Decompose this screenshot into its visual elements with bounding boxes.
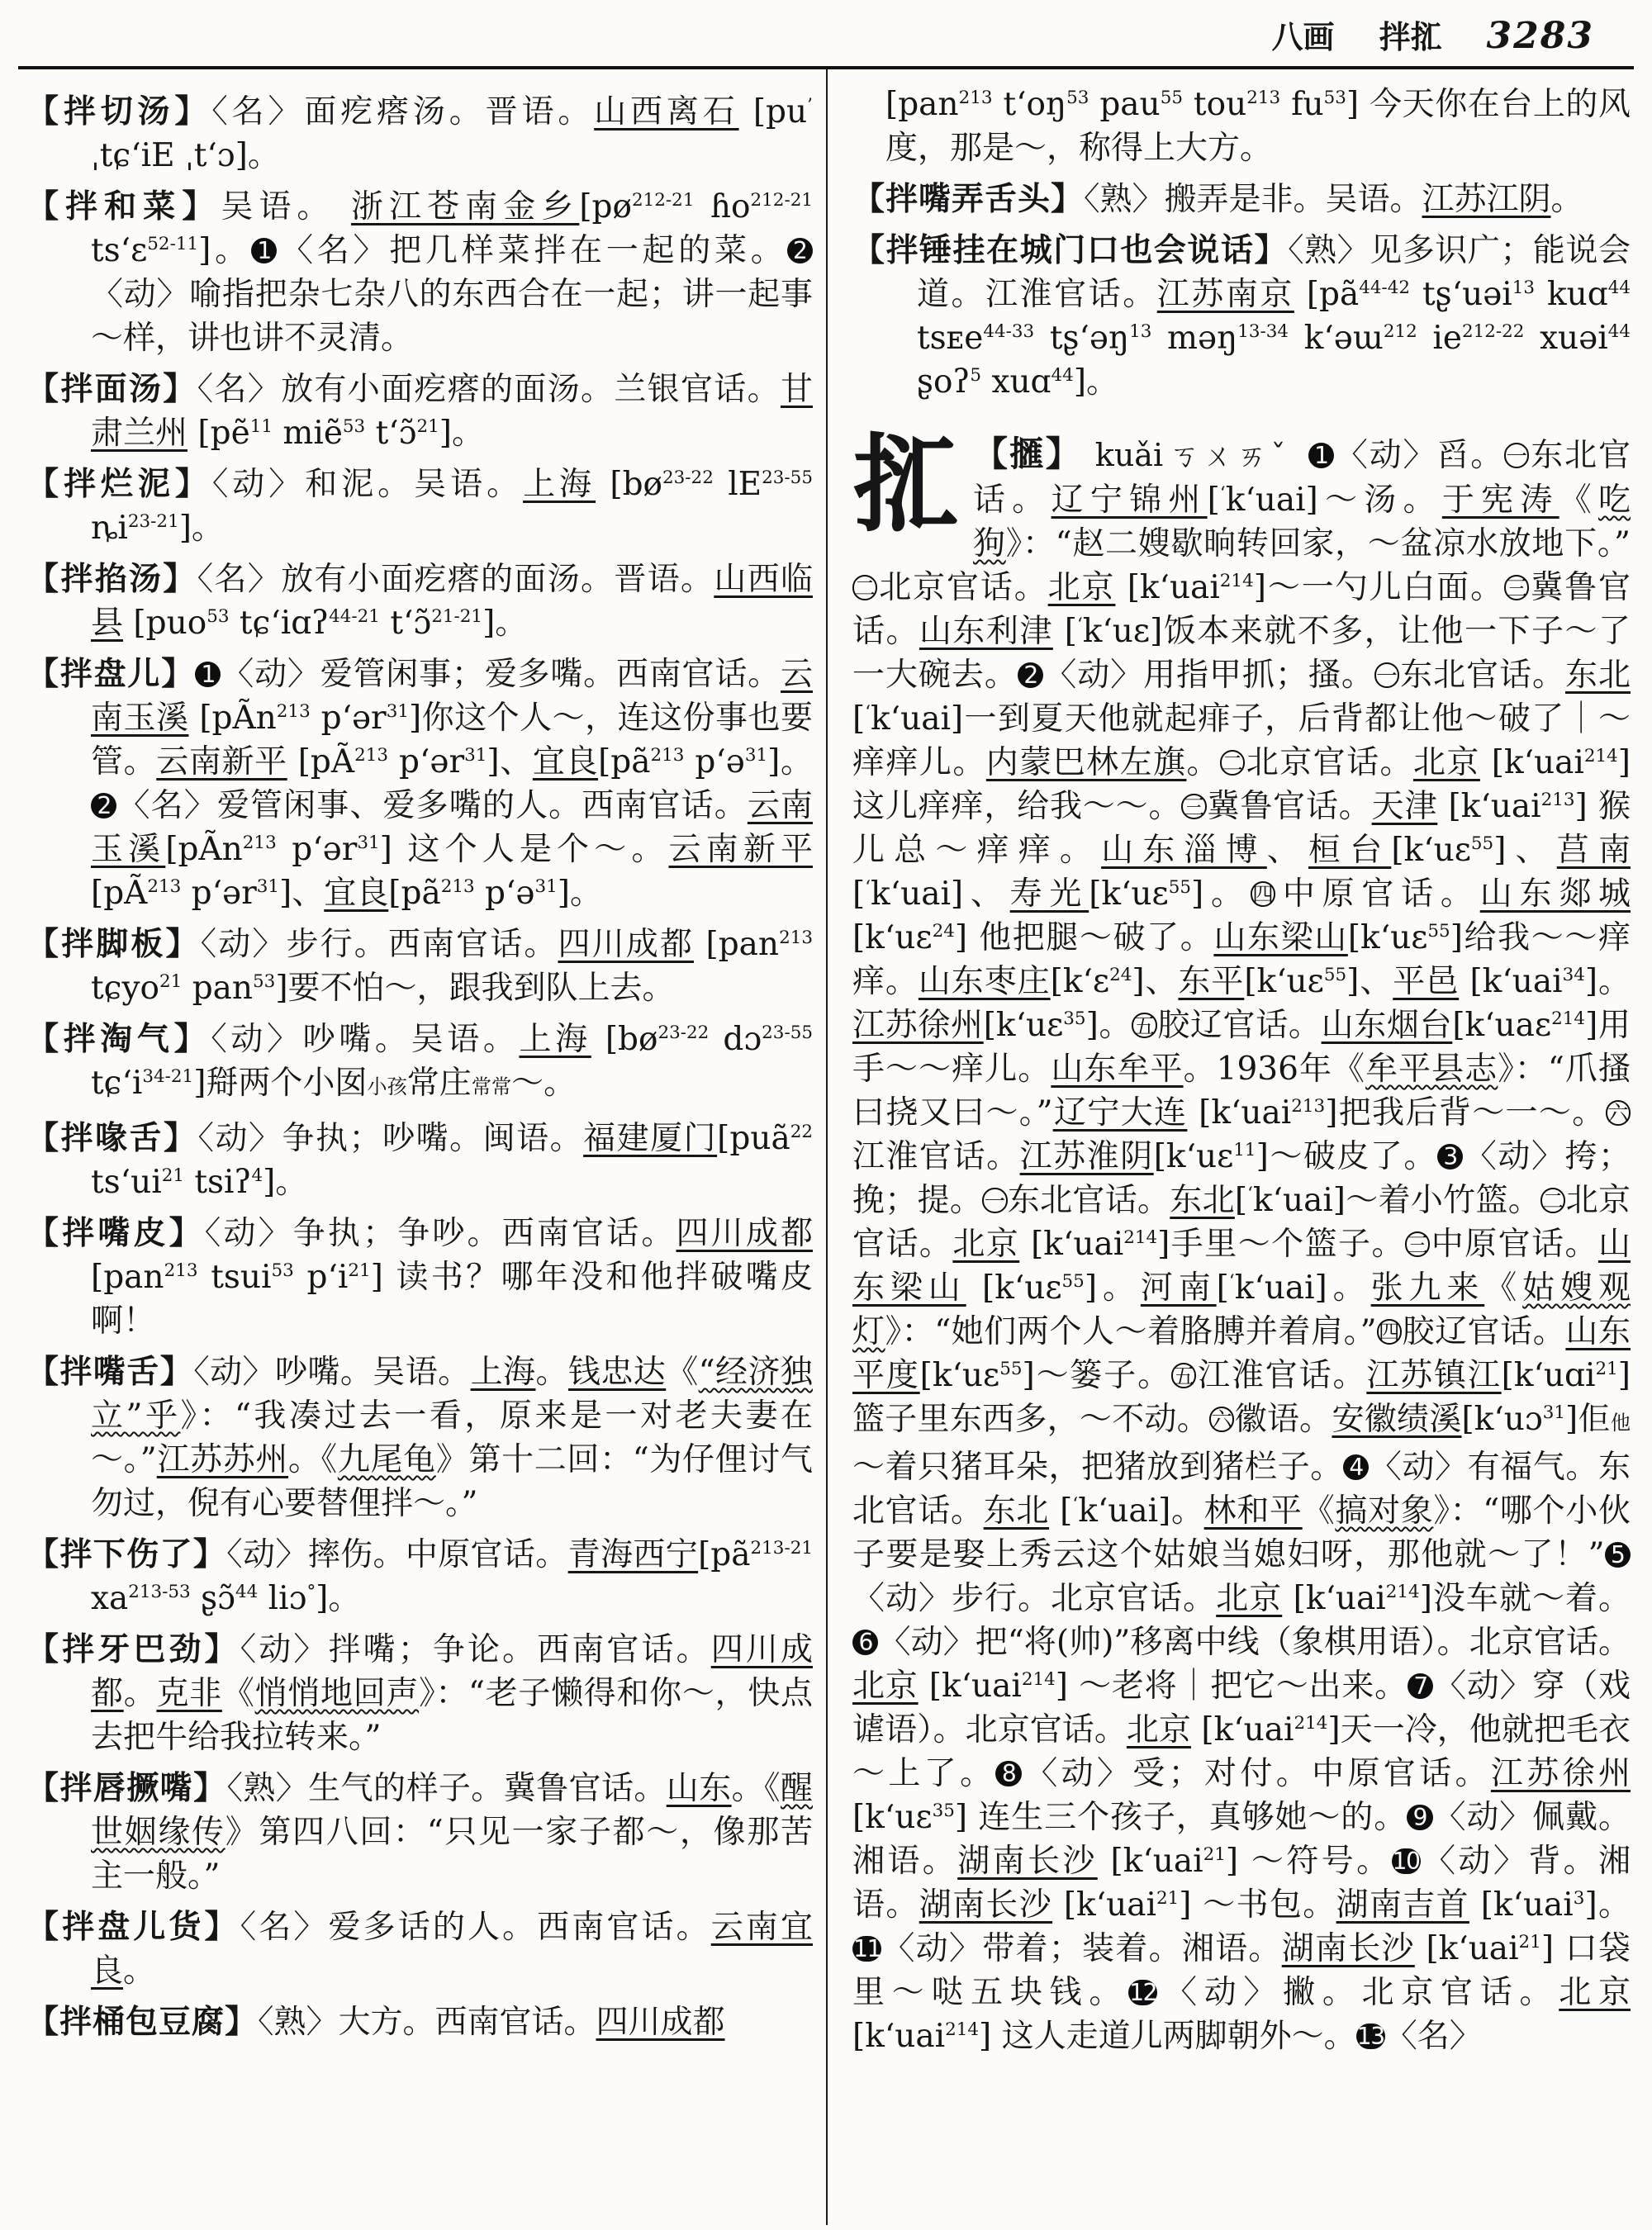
proper-noun: 山东 xyxy=(666,1770,732,1807)
proper-noun: 林和平 xyxy=(1203,1492,1303,1530)
dictionary-entry xyxy=(26,2000,813,2044)
proper-noun: 山东梁山 xyxy=(852,1226,1631,1307)
region-number: 六 xyxy=(1209,1407,1234,1431)
sense-number: 1 xyxy=(1308,443,1334,468)
entry-body: 〈动〉步行。西南官话。四川成都 [pan$^{213}$ tɕyo$^{21}$ pan$^{53}$]要不怕～，跟我到队上去。 xyxy=(91,926,813,1007)
entry-body: [pan$^{213}$ $t‘oŋ^{53}$ pau$^{55}$ tou$^{213}$ $fu^{53}$] 今天你在台上的风度，那是～，称得上大方。 xyxy=(885,86,1631,167)
proper-noun: 河南 xyxy=(1140,1269,1217,1307)
entry-body: 〈熟〉生气的样子。冀鲁官话。山东。《醒世姻缘传》第四八回：“只见一家子都～，像那苦主一般。” xyxy=(91,1770,813,1895)
region-number: 一 xyxy=(982,1188,1007,1212)
proper-noun: 山西临县 xyxy=(91,561,813,642)
proper-noun: 北京 xyxy=(1559,1974,1631,2011)
dictionary-entry xyxy=(26,1767,813,1898)
proper-noun: 山东烟台 xyxy=(1321,1007,1453,1044)
dictionary-entry xyxy=(852,83,1631,170)
entry-headword: 【拌面汤】 xyxy=(26,370,197,408)
proper-noun: 云南宜良 xyxy=(91,1909,813,1990)
proper-noun: 湖南长沙 xyxy=(919,1886,1053,1924)
proper-noun: 北京 xyxy=(1047,569,1116,606)
proper-noun: 湖南吉首 xyxy=(1336,1886,1469,1924)
entry-headword: 【拌掐汤】 xyxy=(26,560,197,598)
region-number: 一 xyxy=(1504,443,1529,467)
entry-body: 1 〈动〉舀。一东北官话。辽宁锦州[‘k‘uai]～汤。于宪涛《吃狗》：“赵二嫂歇晌转回家，～盆凉水放地下。”二北京官话。北京 [k‘uai$^{214}$]～一勺儿白面。三冀鲁官话。山东利津 [‘k‘uɛ]饭本来就不多，让他一下子～了一大碗去。 2 〈动〉用指甲抓；搔。一东北官话。东北[‘k‘uai]一到夏天他就起痱子，后背都让他～破了｜～痒痒儿。内蒙巴林左旗。二北京官话。北京 [k‘uai$^{214}$] 这儿痒痒，给我～～。三冀鲁官话。天津 [k‘uai$^{213}$] 猴儿总～痒痒。山东淄博、桓台[k‘uɛ$^{55}$]、莒南 [‘k‘uai]、寿光[k‘uɛ$^{55}$]。四中原官话。山东郯城 [k‘uɛ$^{24}$] 他把腿～破了。山东梁山[k‘uɛ$^{55}$]给我～～痒痒。山东枣庄[k‘ɛ$^{24}$]、东平[k‘uɛ$^{55}$]、平邑 [k‘uai$^{34}$]。江苏徐州[k‘uɛ$^{35}$]。五胶辽官话。山东烟台[k‘uaɛ$^{214}$]用手～～痒儿。山东牟平。1936年《牟平县志》：“爪搔曰挠又曰～。”辽宁大连 [k‘uai$^{213}$]把我后背～一～。六江淮官话。江苏淮阴[k‘uɛ$^{11}$]～破皮了。 3 〈动〉挎；挽；提。一东北官话。东北[‘k‘uai]～着小竹篮。二北京官话。北京 [k‘uai$^{214}$]手里～个篮子。三中原官话。山东梁山 [k‘uɛ$^{55}$]。河南[‘k‘uai]。张九来《姑嫂观灯》：“她们两个人～着胳膊并着肩。”四胶辽官话。山东平度[k‘uɛ$^{55}$]～篓子。五江淮官话。江苏镇江[k‘uɑi$^{21}$]篮子里东西多，～不动。六徽语。安徽绩溪[k‘uɔ$^{31}$]佢他～着只猪耳朵，把猪放到猪栏子。 4 〈动〉有福气。东北官话。东北 [‘k‘uai]。林和平《搞对象》：“哪个小伙子要是娶上秀云这个姑娘当媳妇呀，那他就～了！” 5〈动〉步行。北京官话。北京 [k‘uai$^{214}$]没车就～着。6 〈动〉把“将(帅)”移离中线（象棋用语）。北京官话。北京 [k‘uai$^{214}$] ～老将｜把它～出来。 7 〈动〉穿（戏谑语）。北京官话。北京 [k‘uai$^{214}$]天一冷，他就把毛衣～上了。 8 〈动〉受；对付。中原官话。江苏徐州 [k‘uɛ$^{35}$] 连生三个孩子，真够她～的。 9 〈动〉佩戴。湘语。湖南长沙 [k‘uai$^{21}$] ～符号。10〈动〉背。湘语。湖南长沙 [k‘uai$^{21}$] ～书包。湖南吉首 [k‘uai$^3$]。11〈动〉带着；装着。湘语。湖南长沙 [k‘uai$^{21}$] 口袋里～哒五块钱。12〈动〉撇。北京官话。北京[k‘uai$^{214}$] 这人走道儿两脚朝外～。13〈名〉 xyxy=(852,437,1631,2055)
proper-noun: 北京 xyxy=(1126,1711,1191,1748)
proper-noun: 山东利津 xyxy=(919,613,1053,650)
proper-noun: 桓台 xyxy=(1308,832,1392,869)
dictionary-entry xyxy=(26,1018,813,1109)
dictionary-entry-kuai xyxy=(852,423,1631,2058)
proper-noun: 东北 xyxy=(1565,657,1631,694)
region-number: 一 xyxy=(1374,662,1399,687)
entry-traditional-form: 【擓】 xyxy=(973,434,1082,474)
entry-headword: 【拌淘气】 xyxy=(26,1020,211,1058)
book-title: 醒世姻缘传 xyxy=(91,1770,813,1851)
dictionary-entry xyxy=(26,90,813,178)
sense-number: 5 xyxy=(1605,1542,1631,1568)
entry-body: 〈熟〉见多识广；能说会道。江淮官话。江苏南京 [$pã^{44-42}$ tʂ‘uəi$^{13}$ kuɑ$^{44}$ tsᴇe$^{44-33}$ tʂ‘əŋ$^{13}$ məŋ$^{13-34}$ k‘əɯ$^{212}$ $ie^{212-22}$ xuəi$^{44}$ ʂoʔ$^5$ xuɑ$^{44}$]。 xyxy=(917,232,1631,401)
proper-noun: 云南新平 xyxy=(668,831,813,868)
proper-noun: 四川成都 xyxy=(91,1631,813,1712)
entry-body: 〈动〉拌嘴；争论。西南官话。四川成都。克非《悄悄地回声》：“老子懒得和你～，快点去把牛给我拉转来。” xyxy=(91,1631,813,1756)
proper-noun: 云南玉溪 xyxy=(91,656,813,737)
proper-noun: 江苏淮阴 xyxy=(1019,1138,1154,1175)
proper-noun: 北京 xyxy=(852,1668,919,1705)
proper-noun: 江苏江阴 xyxy=(1422,181,1551,218)
dictionary-entry xyxy=(26,1117,813,1204)
header-headwords: 拌㧟 xyxy=(1379,18,1442,55)
dictionary-entry xyxy=(26,558,813,645)
sense-number: 13 xyxy=(1356,2022,1384,2050)
proper-noun: 山西离石 xyxy=(594,93,739,130)
proper-noun: 辽宁大连 xyxy=(1052,1094,1188,1132)
sense-number: 10 xyxy=(1392,1847,1420,1875)
entry-body: 〈名〉爱多话的人。西南官话。云南宜良。 xyxy=(91,1909,813,1990)
region-number: 二 xyxy=(1220,750,1245,775)
dictionary-entry xyxy=(26,463,813,550)
proper-noun: 北京 xyxy=(1412,744,1480,781)
entry-body: 〈动〉争执；吵嘴。闽语。福建厦门[puã$^{22}$ $ts‘ui^{21}$ tsiʔ$^4$]。 xyxy=(91,1120,813,1201)
entry-headword: 【拌下伤了】 xyxy=(26,1535,227,1573)
sense-number: 11 xyxy=(853,1934,881,1962)
book-title: “经济独立”乎 xyxy=(91,1354,813,1435)
proper-noun: 克非 xyxy=(156,1675,222,1712)
region-number: 三 xyxy=(1181,794,1206,818)
entry-body: 1 〈动〉爱管闲事；爱多嘴。西南官话。云南玉溪 [pÃn$^{213}$ p‘ər$^{31}$]你这个人～，连这份事也要管。云南新平 [$pÃ^{213}$ p‘ər$^{31}$]、宜良[$pã^{213}$ p‘ə$^{31}$]。2 〈名〉爱管闲事、爱多嘴的人。西南官话。云南玉溪[pÃn$^{213}$ p‘ər$^{31}$] 这个人是个～。云南新平[$pÃ^{213}$ p‘ər$^{31}$]、宜良[$pã^{213}$ p‘ə$^{31}$]。 xyxy=(91,656,813,912)
entry-headword: 【拌盘儿货】 xyxy=(26,1908,240,1946)
entry-headword: 【拌嘴皮】 xyxy=(26,1214,205,1252)
proper-noun: 张九来 xyxy=(1370,1269,1485,1307)
proper-noun: 四川成都 xyxy=(676,1215,813,1252)
sense-number: 8 xyxy=(995,1761,1021,1786)
entry-pinyin: kuǎi xyxy=(1094,437,1164,473)
entry-body: 吴语。 浙江苍南金乡[$pø^{212-21}$ ɦo$^{212-21}$ ts‘ɛ$^{52-11}$]。 1 〈名〉把几样菜拌在一起的菜。 2〈动〉喻指把杂七杂八的东西合在一起；讲一起事～样，讲也讲不灵清。 xyxy=(91,188,813,357)
sense-number: 12 xyxy=(1129,1978,1157,2006)
proper-noun: 甘肃兰州 xyxy=(91,371,813,452)
proper-noun: 江苏镇江 xyxy=(1366,1357,1502,1394)
dictionary-entry xyxy=(26,368,813,455)
proper-noun: 四川成都 xyxy=(558,926,694,963)
dictionary-entry xyxy=(26,185,813,360)
proper-noun: 山东淄博 xyxy=(1101,832,1267,869)
region-number: 二 xyxy=(852,575,877,600)
region-number: 五 xyxy=(1132,1013,1156,1037)
right-column xyxy=(852,83,1631,2223)
book-title: 牟平县志 xyxy=(1365,1051,1498,1088)
proper-noun: 青海西宁 xyxy=(567,1536,699,1573)
proper-noun: 湖南长沙 xyxy=(957,1843,1098,1880)
entry-headword: 【拌桶包豆腐】 xyxy=(26,2003,259,2041)
proper-noun: 内蒙巴林左旗 xyxy=(985,744,1187,781)
proper-noun: 于宪涛 xyxy=(1441,482,1559,519)
column-divider xyxy=(826,69,828,2225)
book-title: 九尾龟 xyxy=(337,1441,436,1478)
entry-body: 〈动〉吵嘴。吴语。上海 [$bø^{23-22}$ dɔ$^{23-55}$ $tɕ‘i^{34-21}$]搿两个小囡小孩常庄常常～。 xyxy=(91,1021,813,1102)
proper-noun: 东平 xyxy=(1178,963,1245,1000)
entry-headword: 【拌牙巴劲】 xyxy=(26,1630,240,1668)
sense-number: 2 xyxy=(1018,662,1043,688)
proper-noun: 寿光 xyxy=(1009,875,1089,913)
entry-body: 〈动〉争执；争吵。西南官话。四川成都 [pan$^{213}$ tsui$^{53}$ $p‘i^{21}$] 读书？哪年没和他拌破嘴皮啊！ xyxy=(91,1215,813,1340)
sense-number: 6 xyxy=(852,1630,878,1655)
sense-number: 2 xyxy=(787,238,813,263)
proper-noun: 宜良 xyxy=(324,875,389,912)
proper-noun: 北京 xyxy=(1216,1580,1283,1617)
entry-body: 〈熟〉大方。西南官话。四川成都 xyxy=(258,2004,725,2041)
proper-noun: 天津 xyxy=(1371,788,1438,825)
proper-noun: 云南玉溪 xyxy=(91,787,813,868)
entry-headword: 【拌烂泥】 xyxy=(26,465,212,503)
proper-noun: 江苏苏州 xyxy=(156,1441,289,1478)
region-number: 二 xyxy=(1540,1188,1565,1212)
entry-body: 〈动〉摔伤。中原官话。青海西宁[$pã^{213-21}$ $xa^{213-53}$ ʂɔ̃$^{44}$ liɔ°]。 xyxy=(91,1536,813,1617)
dictionary-entry xyxy=(26,1533,813,1620)
entry-headword: 【拌和菜】 xyxy=(26,187,221,225)
header-section: 八画 xyxy=(1271,18,1335,55)
entry-headword: 【拌嘴舌】 xyxy=(26,1353,194,1391)
proper-noun: 辽宁锦州 xyxy=(1051,482,1208,519)
proper-noun: 江苏徐州 xyxy=(852,1007,984,1044)
left-column xyxy=(26,83,813,2223)
proper-noun: 上海 xyxy=(519,1021,591,1058)
proper-noun: 四川成都 xyxy=(596,2004,725,2041)
proper-noun: 东北 xyxy=(983,1492,1050,1530)
book-title: 吃狗 xyxy=(973,482,1631,562)
region-number: 四 xyxy=(1377,1319,1402,1344)
entry-body: 〈名〉放有小面疙瘩的面汤。晋语。山西临县 [puo$^{53}$ tɕ‘iɑʔ$^{44-21}$ t‘ɔ̃$^{21-21}$]。 xyxy=(91,561,813,642)
proper-noun: 湖南长沙 xyxy=(1281,1930,1415,1967)
dictionary-entry xyxy=(26,1905,813,1993)
dictionary-entry xyxy=(26,652,813,915)
dictionary-entry xyxy=(852,229,1631,404)
proper-noun: 山东梁山 xyxy=(1213,919,1348,956)
entry-headword: 【拌脚板】 xyxy=(26,925,201,963)
dictionary-entry xyxy=(26,1212,813,1343)
dictionary-entry xyxy=(26,1350,813,1525)
proper-noun: 东北 xyxy=(1170,1182,1235,1219)
proper-noun: 钱忠达 xyxy=(567,1354,667,1391)
entry-body: 〈动〉吵嘴。吴语。上海。钱忠达《“经济独立”乎》：“我凑过去一看，原来是一对老夫妻在～。”江苏苏州。《九尾龟》第十二回：“为仔俚讨气勿过，倪有心要替俚拌～。” xyxy=(91,1354,813,1522)
proper-noun: 云南新平 xyxy=(156,743,287,780)
entry-big-character: 㧟 xyxy=(852,423,959,547)
inline-gloss: 常常 xyxy=(471,1075,512,1098)
proper-noun: 山东枣庄 xyxy=(918,963,1051,1000)
entry-headword: 【拌盘儿】 xyxy=(26,655,196,693)
entry-body: 〈名〉面疙瘩汤。晋语。山西离石 [pu’ ˌtɕ‘iE ˌt‘ɔ]。 xyxy=(91,93,813,174)
sense-number: 1 xyxy=(195,662,221,687)
entry-zhuyin: ㄎㄨㄞˇ xyxy=(1168,439,1290,473)
entry-body: 〈名〉放有小面疙瘩的面汤。兰银官话。甘肃兰州 [pẽ$^{11}$ miẽ$^{53}$ t‘ɔ̃$^{21}$]。 xyxy=(91,371,813,452)
region-number: 三 xyxy=(1405,1231,1430,1256)
dictionary-entry xyxy=(26,923,813,1010)
sense-number: 9 xyxy=(1407,1805,1432,1830)
proper-noun: 上海 xyxy=(523,466,596,503)
book-title: 姑嫂观灯 xyxy=(852,1269,1631,1350)
proper-noun: 浙江苍南金乡 xyxy=(350,188,580,225)
proper-noun: 平邑 xyxy=(1393,963,1460,1000)
proper-noun: 山东平度 xyxy=(852,1313,1631,1394)
dictionary-entry xyxy=(26,1628,813,1759)
page-header xyxy=(0,12,1594,57)
inline-gloss: 他 xyxy=(1610,1412,1631,1435)
entry-headword: 【拌嘴弄舌头】 xyxy=(852,180,1085,218)
entry-body: 〈熟〉搬弄是非。吴语。江苏江阴。 xyxy=(1084,181,1583,218)
sense-number: 2 xyxy=(91,793,116,818)
region-number: 四 xyxy=(1251,881,1275,906)
entry-headword: 【拌唇撅嘴】 xyxy=(26,1769,227,1807)
proper-noun: 山东郯城 xyxy=(1479,875,1631,913)
proper-noun: 江苏徐州 xyxy=(1490,1755,1631,1792)
proper-noun: 江苏南京 xyxy=(1156,276,1294,313)
proper-noun: 上海 xyxy=(470,1354,536,1391)
sense-number: 3 xyxy=(1437,1144,1463,1170)
inline-gloss: 小孩 xyxy=(367,1075,407,1098)
book-title: 搞对象 xyxy=(1335,1492,1434,1530)
proper-noun: 宜良 xyxy=(532,743,599,780)
sense-number: 4 xyxy=(1343,1454,1369,1480)
proper-noun: 安徽绩溪 xyxy=(1332,1401,1462,1438)
page-number: 3283 xyxy=(1486,15,1594,57)
dictionary-entry xyxy=(852,178,1631,221)
sense-number: 1 xyxy=(251,238,277,263)
region-number: 三 xyxy=(1504,575,1529,600)
proper-noun: 北京 xyxy=(952,1226,1020,1263)
region-number: 六 xyxy=(1606,1100,1631,1125)
entry-body: 〈动〉和泥。吴语。上海 [$bø^{23-22}$ $lE^{23-55}$ $ȵi^{23-21}$]。 xyxy=(91,466,813,547)
entry-headword: 【拌喙舌】 xyxy=(26,1119,198,1157)
region-number: 五 xyxy=(1171,1363,1196,1388)
sense-number: 7 xyxy=(1408,1673,1433,1699)
proper-noun: 莒南 xyxy=(1556,832,1631,869)
proper-noun: 山东牟平 xyxy=(1051,1051,1184,1088)
entry-headword: 【拌切汤】 xyxy=(26,93,212,130)
book-title: 悄悄地回声 xyxy=(254,1675,420,1712)
entry-headword: 【拌锤挂在城门口也会说话】 xyxy=(852,231,1289,269)
proper-noun: 福建厦门 xyxy=(583,1120,718,1157)
